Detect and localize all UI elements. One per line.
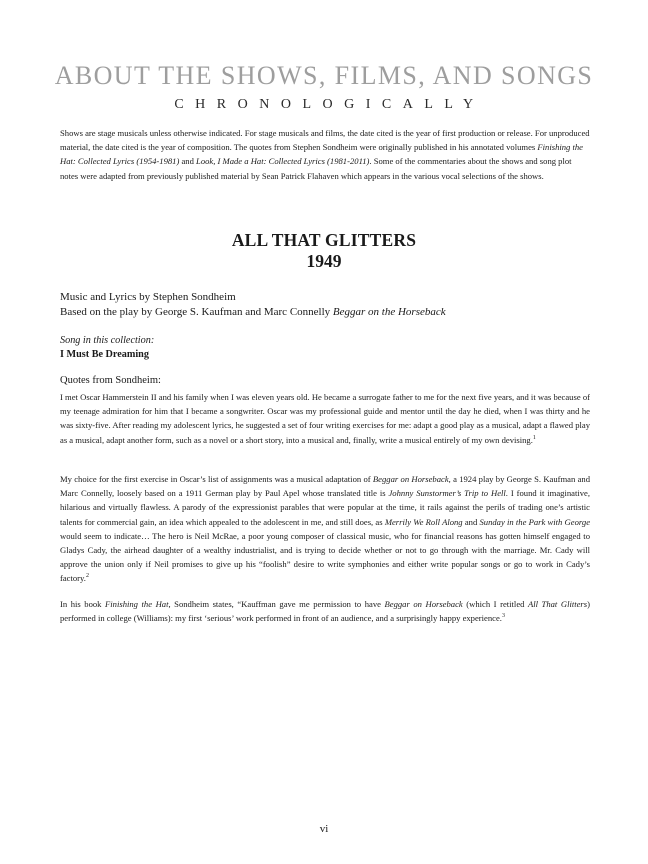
p3-text-4: ) performed in college (Williams): my first ‘serious’ work performed in front of an audience, and a surprisingly happy experience. xyxy=(60,599,591,624)
p2-text-2: , a 1924 play by George S. Kaufman and Marc Connelly, loosely based on a 1911 German play by Paul Apel whose translated title is xyxy=(60,474,590,499)
collection-label xyxy=(60,334,590,348)
collection-label-text: Song in this collection: xyxy=(60,335,155,346)
intro-paragraph xyxy=(60,126,590,183)
p2-italic-4: Sunday in the Park with George xyxy=(479,516,591,527)
quote-paragraph-3 xyxy=(60,597,590,625)
p2-text-5: would seem to indicate… The hero is Neil McRae, a poor young composer of classical music, who for financial reasons has gotten himself engaged to Gladys Cady, the airhead daughter of a wealthy industrialist, and is trying to decide whether or not to go through with the marriage. Mr. Cady will approve the union only if Neil promises to give up his “foolish” desire to write symphonies and either write popular songs or go to work in Cady’s factory. xyxy=(60,530,590,584)
p2-italic-1: Beggar on Horseback xyxy=(372,474,449,484)
p2-text-3: . I found it imaginative, hilarious and virtually flawless. A parody of the expressionist parables that were popular at the time, it rails against the perils of trading one’s artistic talents for commercial gain, an idea which appealed to the adolescent in me, and still does, as xyxy=(60,488,590,527)
p2-italic-3: Merrily We Roll Along xyxy=(384,516,463,527)
show-credits xyxy=(60,290,590,320)
collection-song-title: I Must Be Dreaming xyxy=(60,349,149,360)
credit-play-title: Beggar on the Horseback xyxy=(332,306,446,318)
p3-text-3: (which I retitled xyxy=(462,599,528,609)
footnote-marker-1: 1 xyxy=(532,434,536,441)
footnote-marker-2: 2 xyxy=(85,573,89,580)
quotes-heading: Quotes from Sondheim: xyxy=(60,375,161,386)
footnote-marker-3: 3 xyxy=(501,613,505,620)
p2-text-1: My choice for the first exercise in Oscar’s list of assignments was a musical adaptation of xyxy=(60,474,373,484)
intro-book-1: Finishing the Hat: Collected Lyrics (1954-1981) xyxy=(60,142,583,167)
intro-text-2: and xyxy=(179,156,197,167)
intro-book-2: Look, I Made a Hat: Collected Lyrics (1981-2011) xyxy=(196,156,370,167)
section-subtitle: CHRONOLOGICALLY xyxy=(174,97,485,112)
p3-italic-2: Beggar on Horseback xyxy=(384,599,463,609)
p3-text-2: , Sondheim states, “Kauffman gave me permission to have xyxy=(168,599,385,609)
p2-text-4: and xyxy=(462,516,480,527)
p3-text-1: In his book xyxy=(60,599,106,609)
quote-paragraph-2 xyxy=(60,472,590,586)
song-collection xyxy=(60,334,590,362)
collection-song xyxy=(60,348,590,362)
credit-based-on xyxy=(60,305,590,320)
section-title: ABOUT THE SHOWS, FILMS, AND SONGS xyxy=(54,61,594,90)
p3-italic-1: Finishing the Hat xyxy=(105,599,169,609)
quote-paragraph-1 xyxy=(60,390,590,447)
show-year: 1949 xyxy=(306,251,342,271)
intro-text-1: Shows are stage musicals unless otherwise indicated. For stage musicals and films, the date cited is the year of first production or release. For unproduced material, the date cited is the year of composition. The quotes from Stephen Sondheim were originally published in his annotated volumes xyxy=(60,128,590,153)
p3-italic-3: All That Glitters xyxy=(527,599,588,609)
p1-text: I met Oscar Hammerstein II and his family when I was eleven years old. He became a surrogate father to me for the next five years, and it was because of my teenage admiration for him that I became a songwriter. Oscar was my professional guide and mentor until the day he died, when I was thirty and he was sixty-five. After reading my adolescent lyrics, he suggested a set of four writing exercises for me: adapt a good play as a musical, adapt a flawed play as a musical, adapt another form, such as a novel or a short story, into a musical and, finally, write a musical entirely of my own devising. xyxy=(60,392,590,445)
credit-based-prefix: Based on the play by George S. Kaufman and Marc Connelly xyxy=(60,306,333,318)
credit-music-lyrics: Music and Lyrics by Stephen Sondheim xyxy=(60,291,236,303)
intro-text-3: . Some of the commentaries about the shows and song plot notes were adapted from previously published material by Sean Patrick Flahaven which appears in the various vocal selections of the shows. xyxy=(60,156,572,181)
show-title: ALL THAT GLITTERS xyxy=(231,230,417,250)
p2-italic-2: Johnny Sunstormer’s Trip to Hell xyxy=(388,488,506,499)
page-number: vi xyxy=(319,823,329,835)
